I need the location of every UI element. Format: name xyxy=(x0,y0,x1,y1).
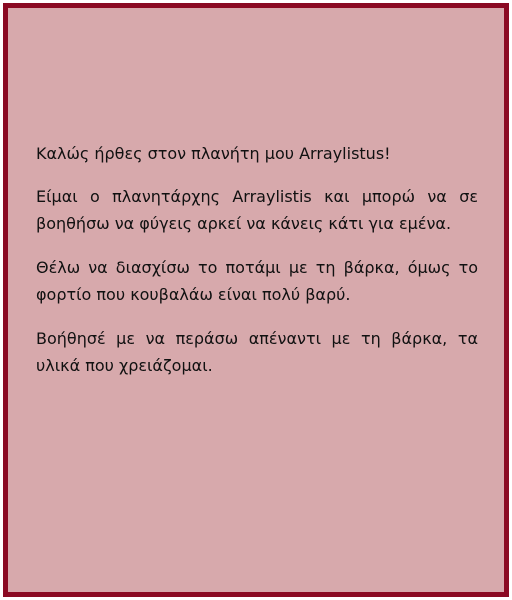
paragraph-request: Θέλω να διασχίσω το ποτάμι με τη βάρκα, όμως το φορτίο που κουβαλάω είναι πολύ βαρύ. xyxy=(36,258,478,304)
message-panel xyxy=(3,3,509,597)
message-content xyxy=(36,140,478,396)
greeting-text: Καλώς ήρθες στον πλανήτη μου Arraylistus! xyxy=(36,144,391,163)
paragraph-intro: Είμαι ο πλανητάρχης Arraylistis και μπορώ να σε βοηθήσω να φύγεις αρκεί να κάνεις κάτι για εμένα. xyxy=(36,187,478,233)
paragraph-task: Βοήθησέ με να περάσω απέναντι με τη βάρκα, τα υλικά που χρειάζομαι. xyxy=(36,329,478,375)
